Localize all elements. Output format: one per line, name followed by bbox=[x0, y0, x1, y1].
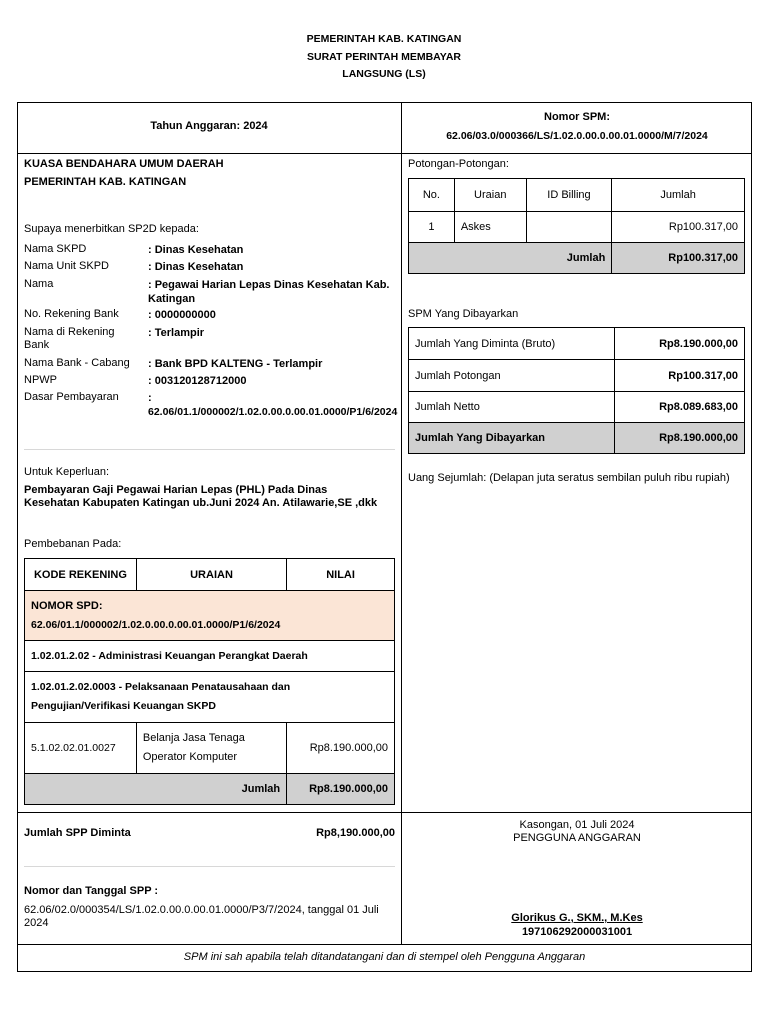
potongan-header-jumlah: Jumlah bbox=[612, 179, 745, 212]
header-title-1: PEMERINTAH KAB. KATINGAN bbox=[306, 33, 462, 45]
item-uraian: Belanja Jasa Tenaga Operator Komputer bbox=[136, 723, 286, 774]
kuasa-bud-line1: KUASA BENDAHARA UMUM DAERAH bbox=[24, 158, 224, 170]
pembebanan-label: Pembebanan Pada: bbox=[24, 538, 122, 550]
table-row bbox=[409, 328, 745, 360]
field-label-no-rekening: No. Rekening Bank bbox=[24, 308, 119, 320]
potongan-table bbox=[408, 178, 745, 274]
spm-dibayarkan-title: SPM Yang Dibayarkan bbox=[408, 308, 519, 320]
bruto-label: Jumlah Yang Diminta (Bruto) bbox=[409, 328, 615, 360]
potongan-total-value: Rp100.317,00 bbox=[612, 243, 745, 274]
signature-nip: 197106292000031001 bbox=[521, 926, 633, 938]
table-header-uraian: URAIAN bbox=[136, 559, 286, 591]
field-label-nama-bank: Nama Bank - Cabang bbox=[24, 357, 130, 369]
bruto-value: Rp8.190.000,00 bbox=[615, 328, 745, 360]
field-label-npwp: NPWP bbox=[24, 374, 57, 386]
nomor-spm-label: Nomor SPM: bbox=[544, 111, 610, 123]
tahun-anggaran: Tahun Anggaran: 2024 bbox=[150, 120, 268, 132]
potongan-header-id-billing: ID Billing bbox=[526, 179, 612, 212]
signature-name: Glorikus G., SKM., M.Kes bbox=[511, 912, 643, 924]
potongan-id-billing bbox=[526, 212, 612, 243]
jumlah-spp-label: Jumlah SPP Diminta bbox=[24, 827, 131, 839]
nomor-spp-value: 62.06/02.0/000354/LS/1.02.0.00.0.00.01.0000/P3/7/2024, tanggal 01 Juli 2024 bbox=[24, 904, 379, 929]
footer-note: SPM ini sah apabila telah ditandatangani dan di stempel oleh Pengguna Anggaran bbox=[183, 951, 586, 963]
nomor-spd-label: NOMOR SPD: bbox=[31, 599, 103, 612]
field-value-dasar-pembayaran: 62.06/01.1/000002/1.02.0.00.0.00.01.0000/P1/6/2024 bbox=[148, 406, 398, 418]
jumlah-spp-value: Rp8,190.000,00 bbox=[316, 827, 395, 839]
row-divider-footer bbox=[17, 944, 752, 945]
separator bbox=[24, 866, 395, 867]
table-header-kode: KODE REKENING bbox=[25, 559, 137, 591]
field-value-dasar-colon: : bbox=[148, 392, 152, 404]
jumlah-label: Jumlah bbox=[25, 774, 287, 805]
potongan-title: Potongan-Potongan: bbox=[408, 158, 509, 170]
signature-role: PENGGUNA ANGGARAN bbox=[513, 832, 641, 844]
nomor-spp-label: Nomor dan Tanggal SPP : bbox=[24, 885, 159, 897]
field-value-nama-skpd: : Dinas Kesehatan bbox=[148, 244, 244, 256]
field-label-nama: Nama bbox=[24, 278, 54, 290]
header-title-3: LANGSUNG (LS) bbox=[342, 68, 426, 80]
untuk-keperluan-value: Pembayaran Gaji Pegawai Harian Lepas (PHL) Pada Dinas Kesehatan Kabupaten Katingan ub.Juni 2024 An. Atilawarie,SE ,dkk bbox=[24, 484, 378, 509]
item-kode-rekening: 5.1.02.02.01.0027 bbox=[25, 723, 137, 774]
spm-dibayarkan-table bbox=[408, 327, 745, 454]
field-label-nama-unit-skpd: Nama Unit SKPD bbox=[24, 260, 109, 272]
untuk-keperluan-label: Untuk Keperluan: bbox=[24, 466, 109, 478]
signature-place-date: Kasongan, 01 Juli 2024 bbox=[519, 819, 635, 831]
kegiatan-row: 1.02.01.2.02.0003 - Pelaksanaan Penatausahaan dan Pengujian/Verifikasi Keuangan SKPD bbox=[25, 672, 395, 723]
field-label-nama-rekening: Nama di Rekening Bank bbox=[24, 326, 115, 351]
potongan-total-label: Jumlah bbox=[409, 243, 612, 274]
table-header-nilai: NILAI bbox=[287, 559, 395, 591]
header-title-2: SURAT PERINTAH MEMBAYAR bbox=[306, 51, 461, 63]
pembebanan-table bbox=[24, 558, 395, 805]
table-row bbox=[409, 392, 745, 423]
field-value-nama-rekening: : Terlampir bbox=[148, 327, 205, 339]
potongan-no: 1 bbox=[409, 212, 455, 243]
row-divider-bottom bbox=[17, 812, 752, 813]
item-nilai: Rp8.190.000,00 bbox=[287, 723, 395, 774]
field-value-npwp: : 003120128712000 bbox=[148, 375, 247, 387]
field-label-nama-skpd: Nama SKPD bbox=[24, 243, 87, 255]
kuasa-bud-line2: PEMERINTAH KAB. KATINGAN bbox=[24, 176, 187, 188]
jumlah-value: Rp8.190.000,00 bbox=[287, 774, 395, 805]
table-row bbox=[25, 723, 395, 774]
potongan-label: Jumlah Potongan bbox=[409, 360, 615, 392]
nomor-spm-value: 62.06/03.0/000366/LS/1.02.0.00.0.00.01.0000/M/7/2024 bbox=[446, 130, 708, 142]
dibayarkan-label: Jumlah Yang Dibayarkan bbox=[409, 423, 615, 454]
nomor-spd-row bbox=[25, 591, 395, 641]
table-row bbox=[409, 212, 745, 243]
nomor-spd-value: 62.06/01.1/000002/1.02.0.00.0.00.01.0000/P1/6/2024 bbox=[31, 618, 281, 631]
dibayarkan-value: Rp8.190.000,00 bbox=[615, 423, 745, 454]
table-row bbox=[409, 360, 745, 392]
separator bbox=[24, 449, 395, 450]
potongan-uraian: Askes bbox=[454, 212, 526, 243]
netto-value: Rp8.089.683,00 bbox=[615, 392, 745, 423]
field-value-nama: : Pegawai Harian Lepas Dinas Kesehatan Kab. Katingan bbox=[148, 279, 390, 305]
program-row: 1.02.01.2.02 - Administrasi Keuangan Perangkat Daerah bbox=[25, 641, 395, 672]
potongan-jumlah: Rp100.317,00 bbox=[612, 212, 745, 243]
column-divider bbox=[401, 102, 402, 944]
field-label-dasar-pembayaran: Dasar Pembayaran bbox=[24, 391, 119, 403]
supaya-menerbitkan: Supaya menerbitkan SP2D kepada: bbox=[24, 223, 199, 235]
field-value-nama-bank: : Bank BPD KALTENG - Terlampir bbox=[148, 358, 323, 370]
netto-label: Jumlah Netto bbox=[409, 392, 615, 423]
potongan-header-uraian: Uraian bbox=[454, 179, 526, 212]
uang-sejumlah: Uang Sejumlah: (Delapan juta seratus sembilan puluh ribu rupiah) bbox=[408, 472, 730, 484]
potongan-header-no: No. bbox=[409, 179, 455, 212]
potongan-value: Rp100.317,00 bbox=[615, 360, 745, 392]
field-value-no-rekening: : 0000000000 bbox=[148, 309, 216, 321]
field-value-nama-unit-skpd: : Dinas Kesehatan bbox=[148, 261, 244, 273]
row-divider-top bbox=[17, 153, 752, 154]
